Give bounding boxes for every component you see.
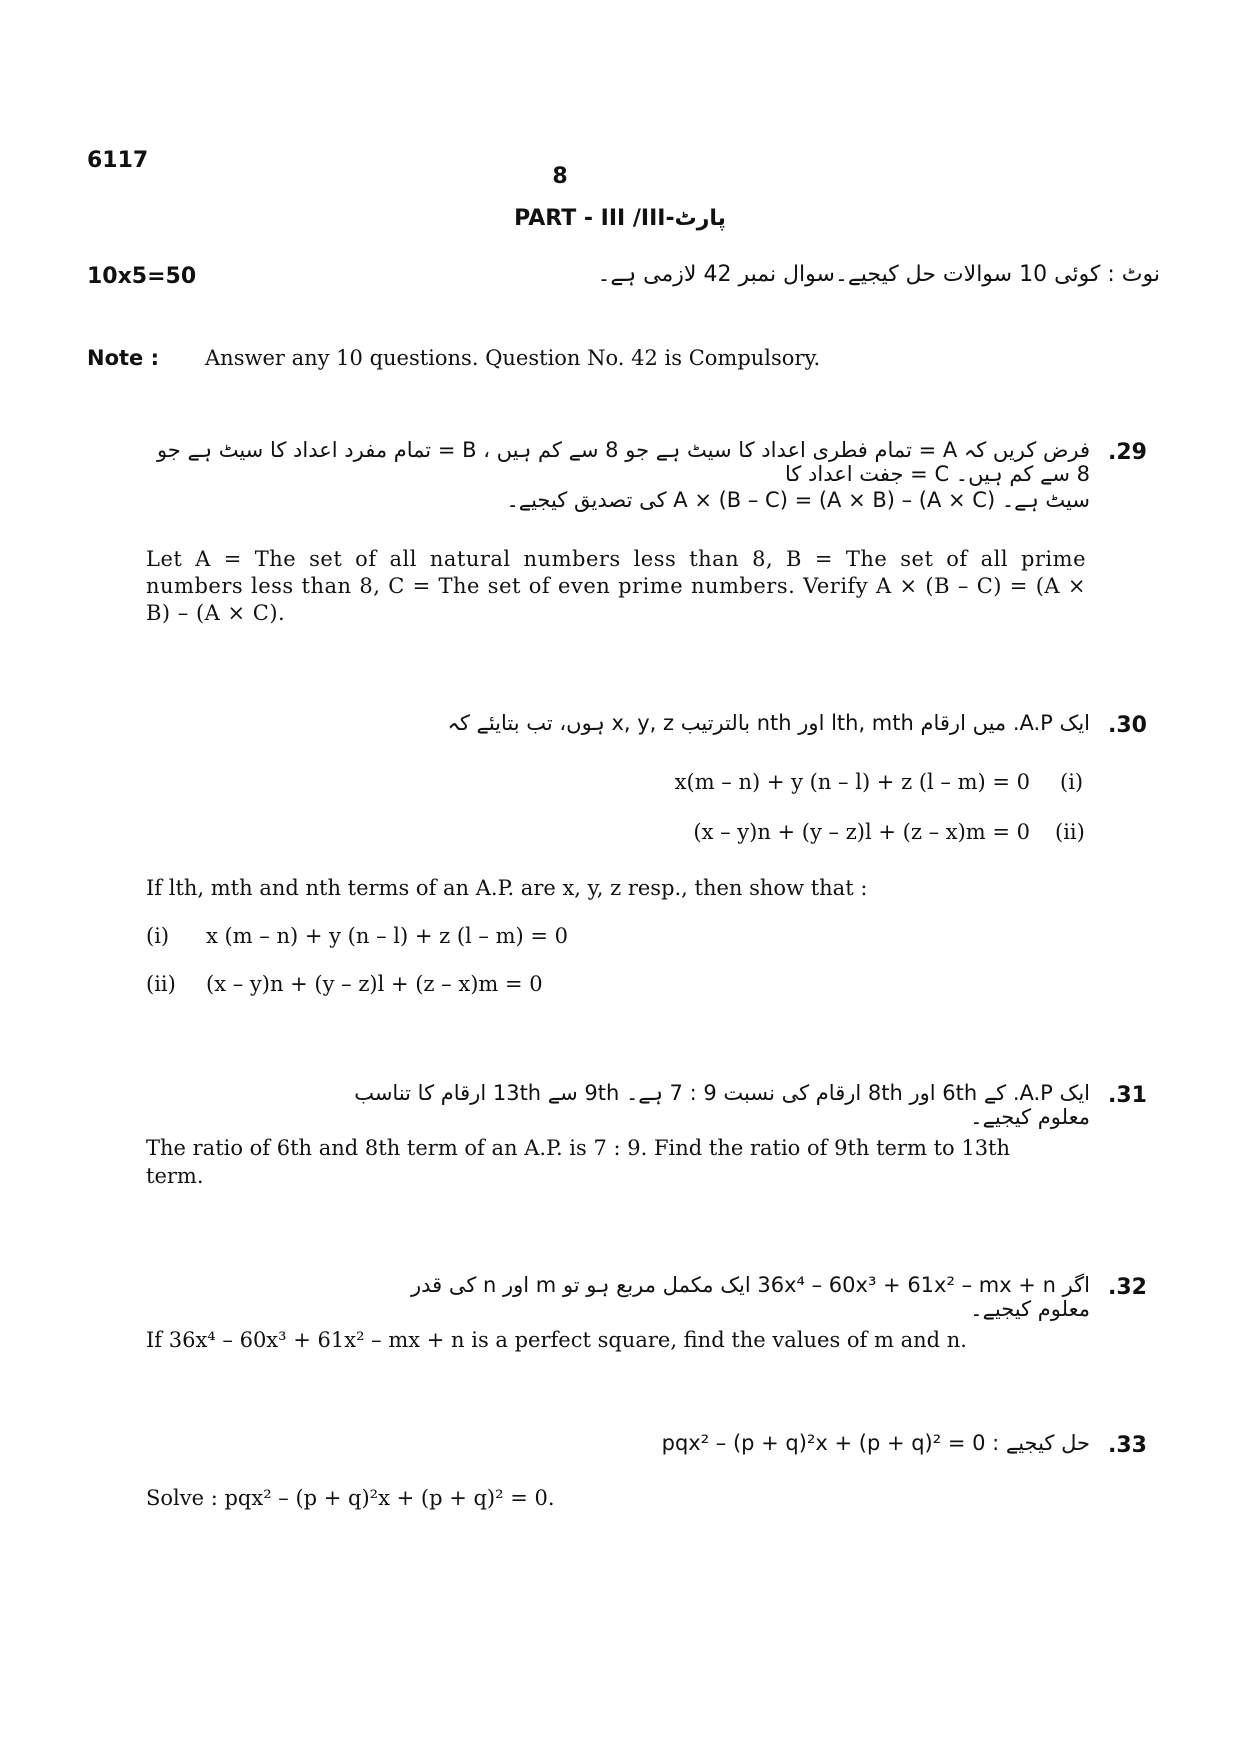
equation-ii: (x – y)n + (y – z)l + (z – x)m = 0 [693, 820, 1030, 844]
question-number: .31 [1108, 1083, 1147, 1108]
question-number: .29 [1108, 440, 1147, 465]
question-urdu-line: ایک A.P. میں ارقام lth, mth اور nth بالترتیب x, y, z ہوں، تب بتایئے کہ [447, 711, 1090, 735]
part-label: (ii) [146, 972, 176, 996]
note-urdu: نوٹ : کوئی 10 سوالات حل کیجیے۔سوال نمبر 42 لازمی ہے۔ [597, 262, 1160, 287]
part-equation: (x – y)n + (y – z)l + (z – x)m = 0 [206, 972, 543, 996]
question-urdu-line: اگر 36x⁴ – 60x³ + 61x² – mx + n ایک مکمل مربع ہو تو m اور n کی قدر معلوم کیجیے۔ [410, 1273, 1090, 1321]
equation-i: x(m – n) + y (n – l) + z (l – m) = 0 [674, 770, 1030, 794]
question-number: .32 [1108, 1275, 1147, 1300]
note-label: Note : [87, 346, 159, 370]
question-urdu-line: حل کیجیے : pqx² – (p + q)²x + (p + q)² = 0 [661, 1431, 1090, 1455]
question-number: .30 [1108, 713, 1147, 738]
page-number: 8 [552, 164, 568, 189]
question-english: If 36x⁴ – 60x³ + 61x² – mx + n is a perfect square, find the values of m and n. [146, 1328, 967, 1352]
paper-code: 6117 [87, 148, 149, 173]
question-english: Let A = The set of all natural numbers less than 8, B = The set of all prime numbers less than 8, C = The set of even prime numbers. Verify A × (B – C) = (A × B) – (A × C). [146, 547, 1086, 625]
question-english: term. [146, 1164, 204, 1188]
question-urdu-line: ایک A.P. کے 6th اور 8th ارقام کی نسبت 9 : 7 ہے۔ 9th سے 13th ارقام کا تناسب معلوم کیجیے۔ [354, 1081, 1090, 1129]
part-title: PART - III /III-پارٹ [514, 206, 726, 231]
question-english: Solve : pqx² – (p + q)²x + (p + q)² = 0. [146, 1486, 555, 1510]
question-urdu-line: فرض کریں کہ A = تمام فطری اعداد کا سیٹ ہے جو 8 سے کم ہیں ، B = تمام مفرد اعداد کا سیٹ ہے جو 8 سے کم ہیں۔ C = جفت اعداد کا [156, 438, 1090, 486]
note-english: Answer any 10 questions. Question No. 42 is Compulsory. [205, 346, 821, 370]
question-urdu-line: سیٹ ہے۔ A × (B – C) = (A × B) – (A × C) کی تصدیق کیجیے۔ [506, 488, 1090, 512]
part-label: (i) [146, 924, 170, 948]
question-number: .33 [1108, 1433, 1147, 1458]
equation-label: (i) [1060, 770, 1084, 794]
part-equation: x (m – n) + y (n – l) + z (l – m) = 0 [206, 924, 569, 948]
question-english: If lth, mth and nth terms of an A.P. are x, y, z resp., then show that : [146, 876, 868, 900]
question-english: The ratio of 6th and 8th term of an A.P. is 7 : 9. Find the ratio of 9th term to 13th [146, 1136, 1011, 1160]
equation-label: (ii) [1055, 820, 1085, 844]
marks-label: 10x5=50 [87, 264, 197, 289]
